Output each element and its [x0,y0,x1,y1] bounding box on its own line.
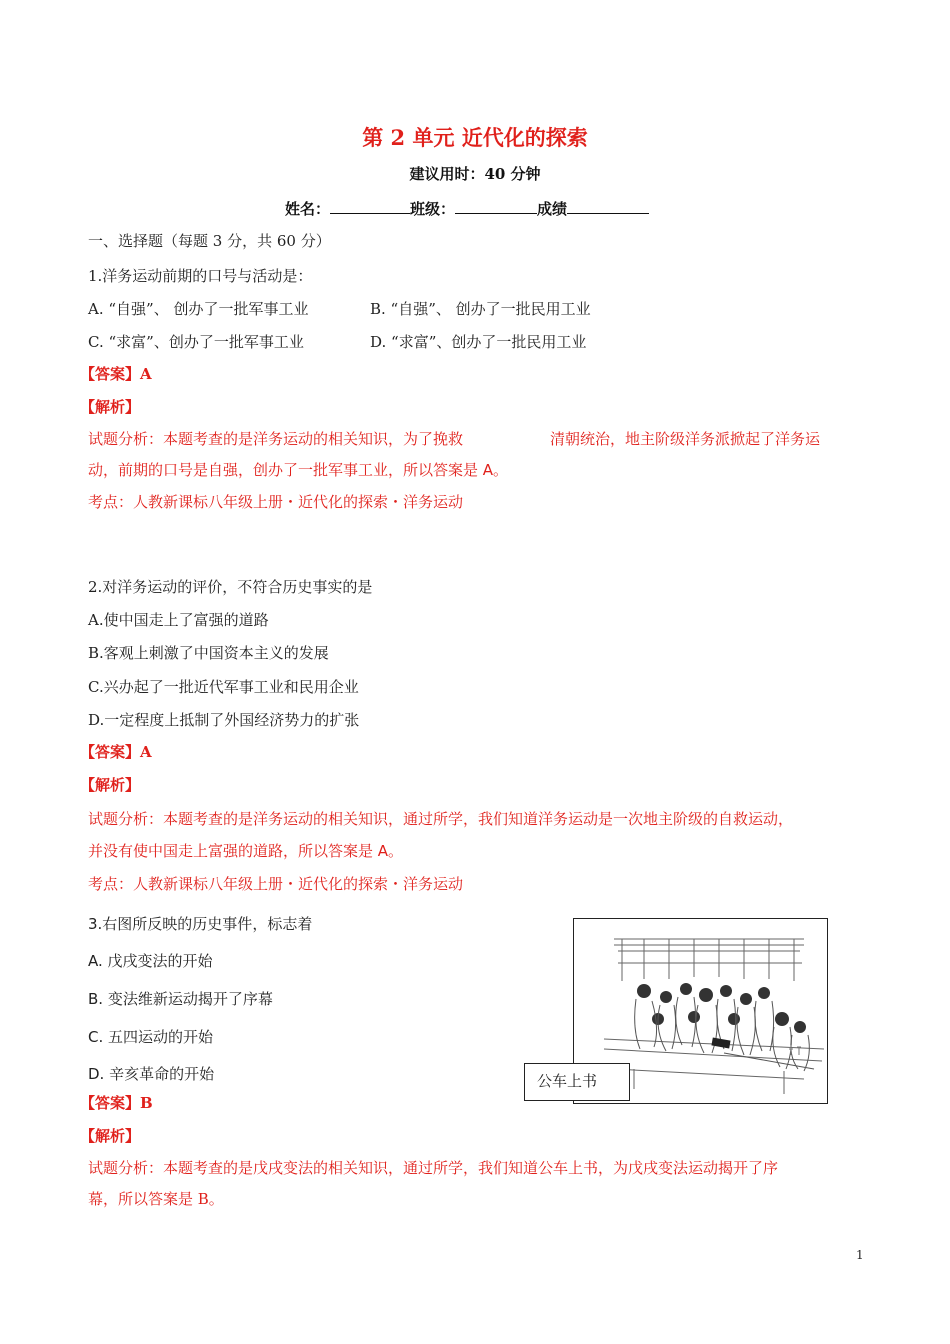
q1-option-a: A. “自强”、 创办了一批军事工业 [88,300,309,318]
q3-answer [80,1092,153,1113]
suggested-time: 建议用时：40 分钟 [409,165,541,183]
q1-analysis-label: 【解析】 [80,398,141,416]
q2-analysis-label: 【解析】 [80,776,141,794]
q1-option-b: B. “自强”、 创办了一批民用工业 [370,300,591,318]
q2-answer [80,741,152,762]
answer-label: 【答案】 [80,1094,141,1112]
q3-option-a: A. 戊戌变法的开始 [88,952,213,970]
page-title: 第 2 单元 近代化的探索 [362,125,588,150]
class-blank [455,199,537,214]
q2-option-a: A.使中国走上了富强的道路 [88,611,269,629]
q3-analysis-line1: 试题分析：本题考查的是戊戌变法的相关知识，通过所学，我们知道公车上书，为戊戌变法运动揭开了序 [88,1159,779,1177]
q2-option-d: D.一定程度上抵制了外国经济势力的扩张 [88,711,360,729]
class-label: 班级： [410,200,456,218]
score-blank [567,199,649,214]
q2-knowledge-point: 考点：人教新课标八年级上册・近代化的探索・洋务运动 [88,875,464,893]
q3-stem: 3.右图所反映的历史事件，标志着 [88,915,313,933]
q1-knowledge-point: 考点：人教新课标八年级上册・近代化的探索・洋务运动 [88,493,464,511]
name-label: 姓名： [285,200,331,218]
q3-option-b: B. 变法维新运动揭开了序幕 [88,990,273,1008]
page-number: 1 [856,1248,864,1262]
q1-answer [80,363,152,384]
q1-stem: 1.洋务运动前期的口号与活动是： [88,267,313,285]
q1-answer-value: A [140,365,152,383]
q3-analysis-line2: 幕，所以答案是 B。 [88,1190,224,1208]
q1-analysis-line1b: 清朝统治，地主阶级洋务派掀起了洋务运 [550,430,821,448]
name-blank [330,199,410,214]
q2-stem: 2.对洋务运动的评价，不符合历史事实的是 [88,578,373,596]
q3-option-c: C. 五四运动的开始 [88,1028,214,1046]
q2-analysis-line1: 试题分析：本题考查的是洋务运动的相关知识，通过所学，我们知道洋务运动是一次地主阶级的自救运动， [88,810,794,828]
q3-analysis-label: 【解析】 [80,1127,141,1145]
q2-option-b: B.客观上刺激了中国资本主义的发展 [88,644,329,662]
answer-label: 【答案】 [80,365,141,383]
q1-option-c: C. “求富”、创办了一批军事工业 [88,333,304,351]
answer-label: 【答案】 [80,743,141,761]
q2-option-c: C.兴办起了一批近代军事工业和民用企业 [88,678,359,696]
score-label: 成绩 [537,200,568,218]
figure-caption: 公车上书 [524,1063,630,1101]
q1-analysis-line1a: 试题分析：本题考查的是洋务运动的相关知识，为了挽救 [88,430,464,448]
student-info-line [285,198,649,219]
q2-answer-value: A [140,743,152,761]
section-heading: 一、选择题（每题 3 分，共 60 分） [88,232,331,250]
q2-analysis-line2: 并没有使中国走上富强的道路，所以答案是 A。 [88,842,404,860]
q1-analysis-line2: 动，前期的口号是自强，创办了一批军事工业，所以答案是 A。 [88,461,509,479]
q1-option-d: D. “求富”、创办了一批民用工业 [370,333,587,351]
q3-option-d: D. 辛亥革命的开始 [88,1065,215,1083]
q3-answer-value: B [140,1094,153,1112]
